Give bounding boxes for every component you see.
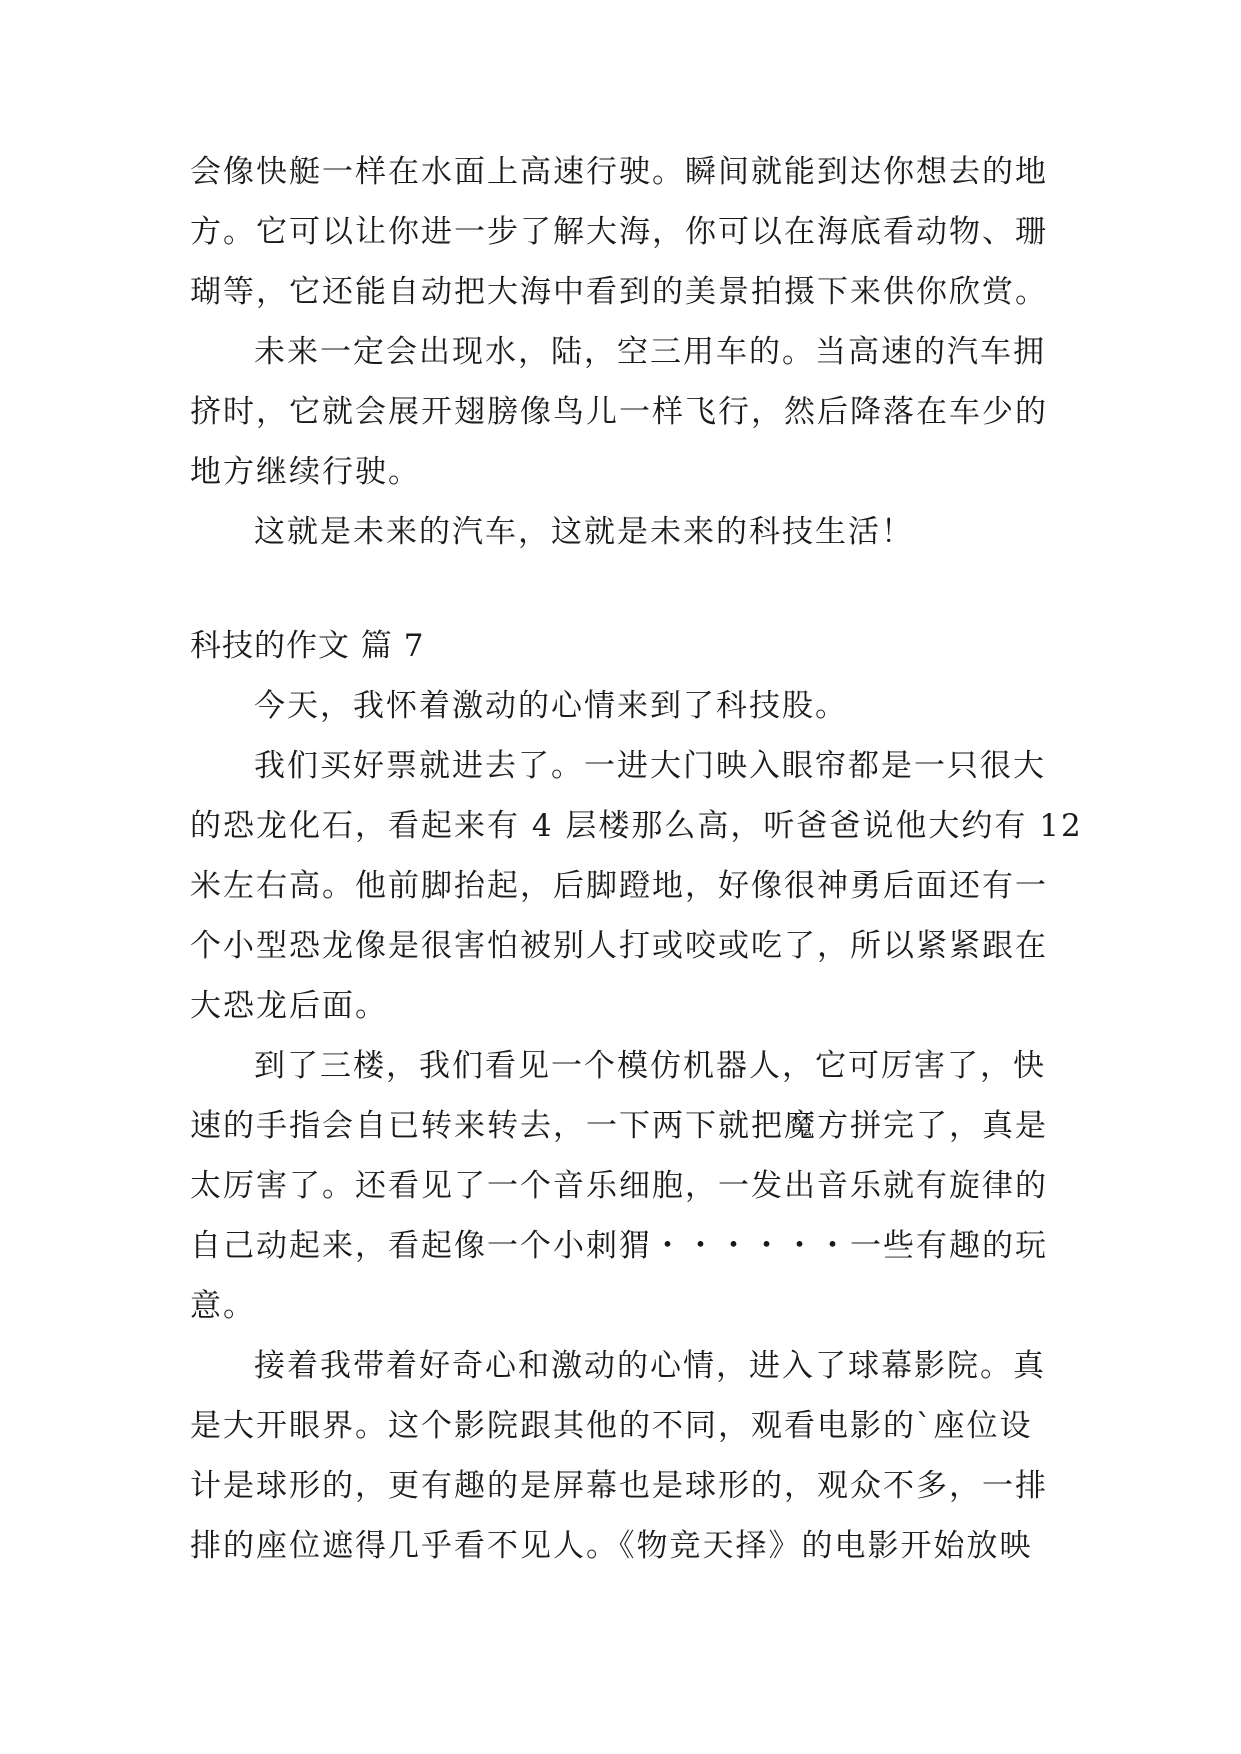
paragraph-start-line: 我们买好票就进去了。一进大门映入眼帘都是一只很大	[254, 748, 1046, 784]
text-line: 的恐龙化石，看起来有 4 层楼那么高，听爸爸说他大约有 12	[190, 808, 1083, 844]
paragraph-start-line: 到了三楼，我们看见一个模仿机器人，它可厉害了，快	[254, 1048, 1046, 1084]
text-line: 大恐龙后面。	[190, 988, 388, 1024]
paragraph-start-line: 接着我带着好奇心和激动的心情，进入了球幕影院。真	[254, 1348, 1046, 1384]
paragraph-start-line: 今天，我怀着激动的心情来到了科技股。	[254, 688, 848, 724]
text-line: 排的座位遮得几乎看不见人。《物竞天择》的电影开始放映	[190, 1528, 1033, 1564]
text-line: 计是球形的，更有趣的是屏幕也是球形的，观众不多，一排	[190, 1468, 1048, 1504]
text-line: 意。	[190, 1288, 256, 1324]
text-line: 个小型恐龙像是很害怕被别人打或咬或吃了，所以紧紧跟在	[190, 928, 1048, 964]
text-line: 瑚等，它还能自动把大海中看到的美景拍摄下来供你欣赏。	[190, 274, 1048, 310]
paragraph-start-line: 这就是未来的汽车，这就是未来的科技生活！	[254, 514, 914, 550]
text-line: 地方继续行驶。	[190, 454, 421, 490]
text-line: 方。它可以让你进一步了解大海，你可以在海底看动物、珊	[190, 214, 1048, 250]
paragraph-start-line: 未来一定会出现水，陆，空三用车的。当高速的汽车拥	[254, 334, 1046, 370]
text-line: 米左右高。他前脚抬起，后脚蹬地，好像很神勇后面还有一	[190, 868, 1048, 904]
text-line: 速的手指会自已转来转去，一下两下就把魔方拼完了，真是	[190, 1108, 1048, 1144]
text-line: 自己动起来，看起像一个小刺猬・・・・・・一些有趣的玩	[190, 1228, 1048, 1264]
text-line: 会像快艇一样在水面上高速行驶。瞬间就能到达你想去的地	[190, 154, 1048, 190]
text-line: 挤时，它就会展开翅膀像鸟儿一样飞行，然后降落在车少的	[190, 394, 1048, 430]
text-line: 是大开眼界。这个影院跟其他的不同，观看电影的`座位设	[190, 1408, 1033, 1444]
section-heading: 科技的作文 篇 7	[190, 628, 425, 664]
text-line: 太厉害了。还看见了一个音乐细胞，一发出音乐就有旋律的	[190, 1168, 1048, 1204]
